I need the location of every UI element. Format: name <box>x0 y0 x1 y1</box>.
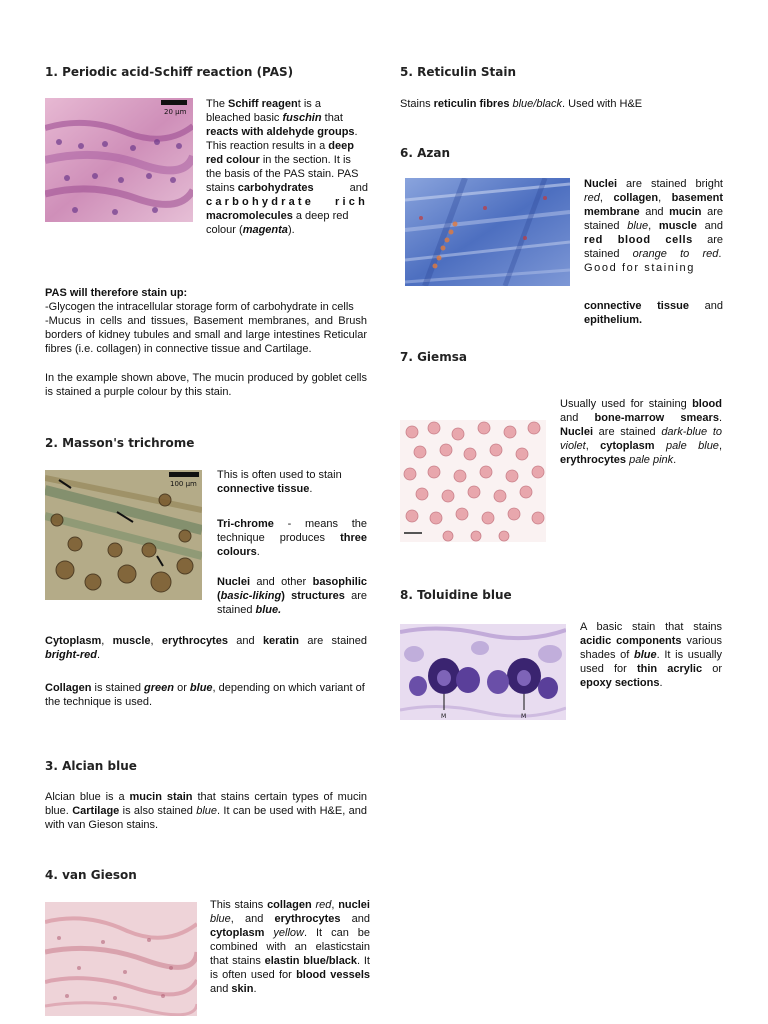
giemsa-micrograph <box>400 420 546 542</box>
heading-reticulin: 5. Reticulin Stain <box>400 65 517 79</box>
pas-stain-up-list: PAS will therefore stain up: -Glycogen the intracellular storage form of carbohydrate in cells -Mucus in cells and tissues, Basement membranes, and Brush borders of kidney tubules and small and large intestines Reticular fibres (i.e. collagen) in connective tissue and Cartilage. <box>45 287 367 355</box>
masson-text-1: This is often used to stain connective tissue. <box>217 469 342 495</box>
azan-micrograph <box>405 178 570 286</box>
heading-azan: 6. Azan <box>400 146 450 160</box>
vangieson-text: This stains collagen red, nuclei blue, and erythrocytes and cytoplasm yellow. It can be combined with an elasticstain that stains elastin blue/black. It is often used for blood vessels and skin. <box>210 899 371 995</box>
giemsa-text: Usually used for staining blood and bone-marrow smears. Nuclei are stained dark-blue to violet, cytoplasm pale blue, erythrocytes pale pink. <box>560 398 722 466</box>
azan-text-cont: connective tissue and epithelium. <box>584 300 723 326</box>
toluidine-label-1: M <box>441 713 447 720</box>
heading-pas: 1. Periodic acid-Schiff reaction (PAS) <box>45 65 294 79</box>
toluidine-micrograph <box>400 624 566 720</box>
heading-toluidine: 8. Toluidine blue <box>400 588 512 602</box>
pas-example-text: In the example shown above, The mucin produced by goblet cells is stained a purple colour by this stain. <box>45 372 367 398</box>
masson-text-3: Nuclei and other basophilic (basic-liking) structures are stained blue. <box>217 576 367 616</box>
pas-micrograph <box>45 98 193 222</box>
heading-masson: 2. Masson's trichrome <box>45 436 195 450</box>
masson-scale-bar-label: 100 µm <box>170 480 197 488</box>
toluidine-text: A basic stain that stains acidic components various shades of blue. It is usually used for thin acrylic or epoxy sections. <box>580 621 722 689</box>
heading-vangieson: 4. van Gieson <box>45 868 137 882</box>
alcian-text: Alcian blue is a mucin stain that stains certain types of mucin blue. Cartilage is also stained blue. It can be used with H&E, and with van Gieson stains. <box>45 791 367 831</box>
vangieson-micrograph <box>45 902 197 1016</box>
heading-giemsa: 7. Giemsa <box>400 350 467 364</box>
masson-micrograph <box>45 470 202 600</box>
masson-text-5: Collagen is stained green or blue, depending on which variant of the technique is used. <box>45 682 365 708</box>
masson-text-2: Tri-chrome - means the technique produces three colours. <box>217 518 367 558</box>
toluidine-label-2: M <box>521 713 527 720</box>
pas-scale-bar-label: 20 µm <box>164 108 187 116</box>
pas-description: The Schiff reagent is a bleached basic fuschin that reacts with aldehyde groups. This reaction results in a deep red colour in the section. It is the basis of the PAS stain. PAS stains carbohydrates and carbohydrate rich macromolecules a deep red colour (magenta). <box>206 98 368 236</box>
reticulin-text: Stains reticulin fibres blue/black. Used with H&E <box>400 98 643 110</box>
azan-text: Nuclei are stained bright red, collagen, basement membrane and mucin are stained blue, muscle and red blood cells are stained orange to red. Good for staining <box>584 178 723 274</box>
heading-alcian: 3. Alcian blue <box>45 759 137 773</box>
masson-text-4: Cytoplasm, muscle, erythrocytes and keratin are stained bright-red. <box>45 635 367 661</box>
